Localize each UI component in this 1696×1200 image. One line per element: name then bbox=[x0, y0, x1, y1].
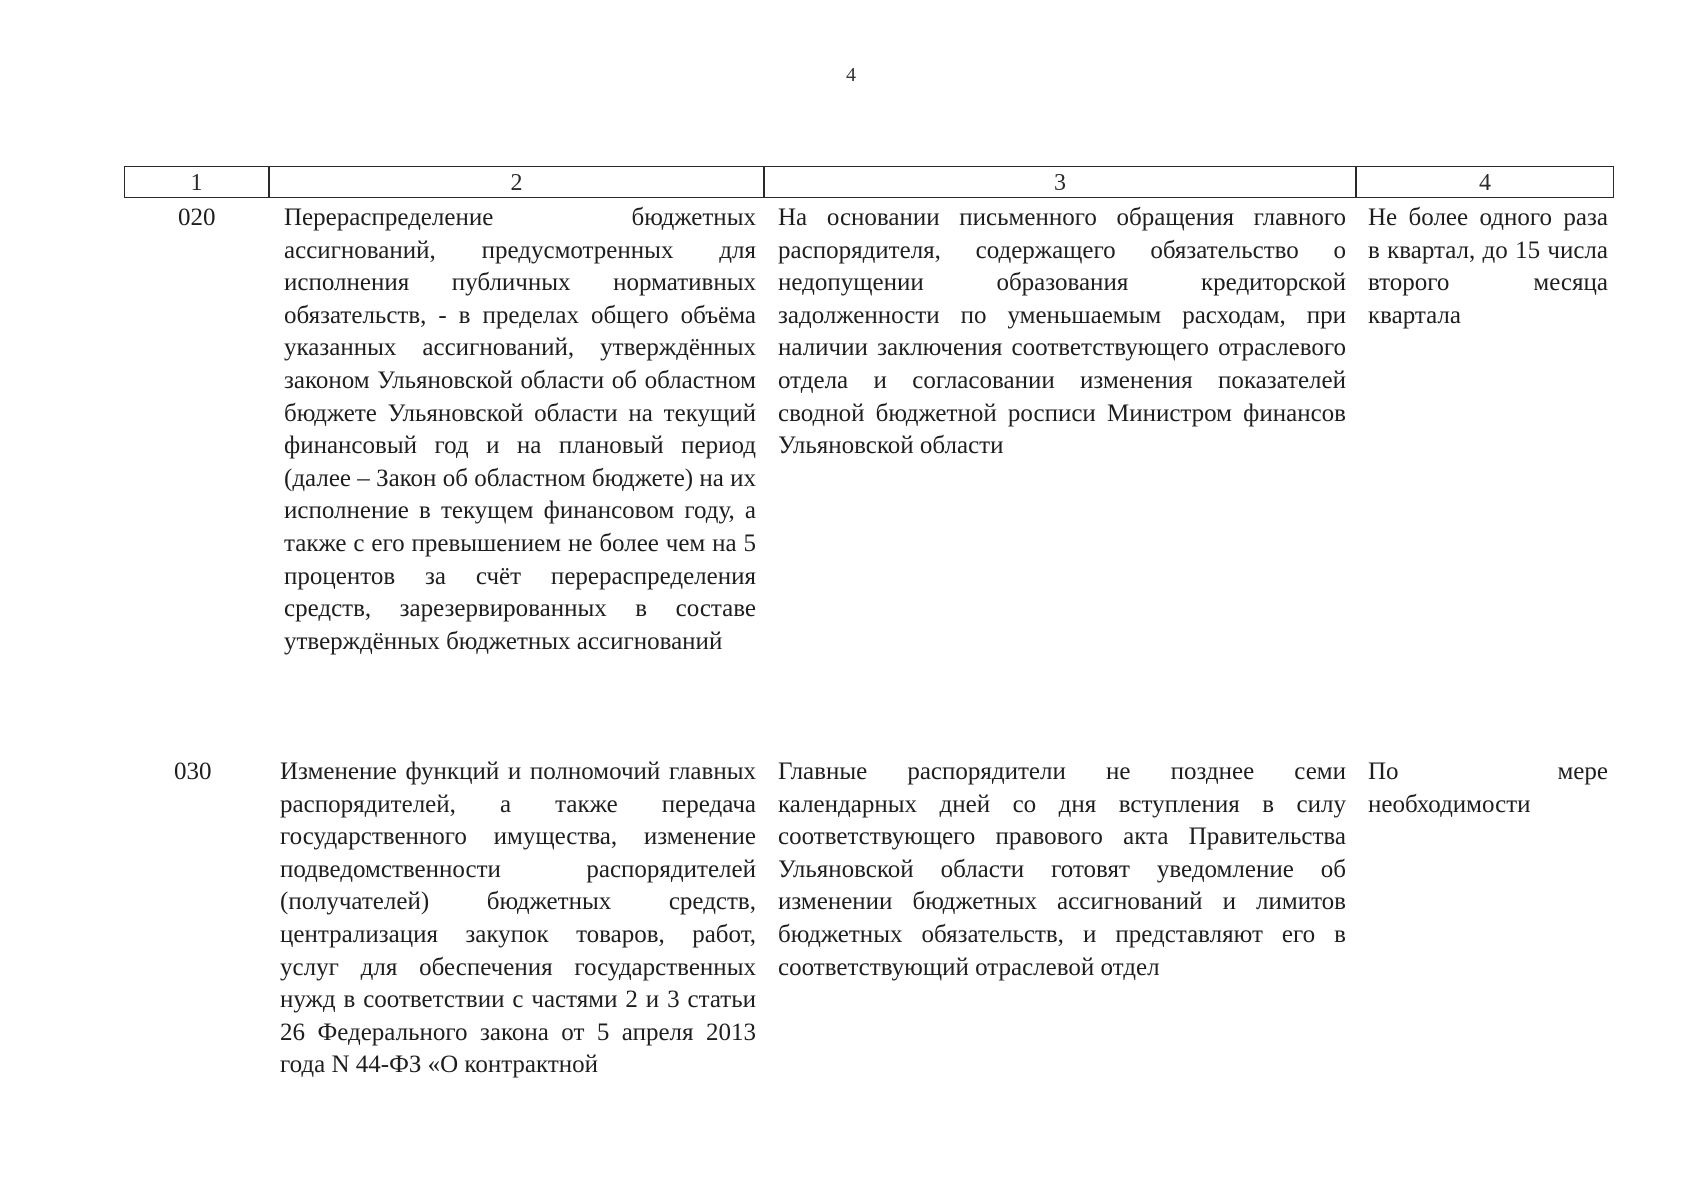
column-header-3: 3 bbox=[764, 166, 1356, 198]
row-description: Перераспределение бюджетных ассигнований, предусмотренных для исполнения публичных нормативных обязательств, - в пределах общего объёма указанных ассигнований, утверждённых законом Ульяновской области об областном бюджете Ульяновской области на текущий финансовый год и на плановый период (далее – Закон об областном бюджете) на их исполнение в текущем финансовом году, а также с его превышением не более чем на 5 процентов за счёт перераспределения средств, зарезервированных в составе утверждённых бюджетных ассигнований bbox=[284, 204, 756, 655]
row-basis: На основании письменного обращения главного распорядителя, содержащего обязательство о недопущении образования кредиторской задолженности по уменьшаемым расходам, при наличии заключения соответствующего отраслевого отдела и согласовании изменения показателей сводной бюджетной росписи Министром финансов Ульяновской области bbox=[778, 204, 1346, 460]
row-term: Не более одного раза в квартал, до 15 числа второго месяца квартала bbox=[1368, 204, 1608, 329]
table-header-row bbox=[124, 166, 1614, 198]
column-header-4: 4 bbox=[1356, 166, 1614, 198]
page-number: 4 bbox=[846, 64, 856, 86]
column-header-1: 1 bbox=[124, 166, 269, 198]
row-description: Изменение функций и полномочий главных распорядителей, а также передача государственного имущества, изменение подведомственности распорядителей (получателей) бюджетных средств, централизация закупок товаров, работ, услуг для обеспечения государственных нужд в соответствии с частями 2 и 3 статьи 26 Федерального закона от 5 апреля 2013 года N 44-ФЗ «О контрактной bbox=[280, 758, 756, 1079]
row-basis: Главные распорядители не позднее семи календарных дней со дня вступления в силу соответствующего правового акта Правительства Ульяновской области готовят уведомление об изменении бюджетных ассигнований и лимитов бюджетных обязательств, и представляют его в соответствующий отраслевой отдел bbox=[778, 758, 1346, 981]
column-header-2: 2 bbox=[269, 166, 764, 198]
row-code: 030 bbox=[174, 758, 212, 785]
row-term: По мере необходимости bbox=[1368, 758, 1608, 818]
row-code: 020 bbox=[178, 204, 216, 231]
